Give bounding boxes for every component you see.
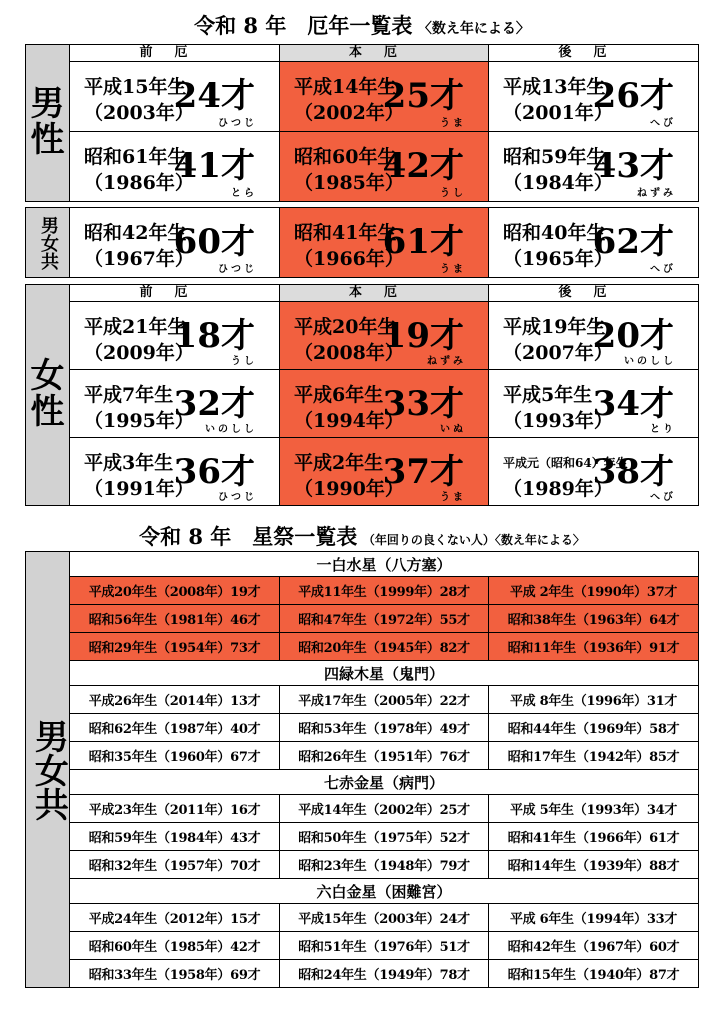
table-row — [26, 686, 699, 714]
yaku-cell — [70, 302, 280, 370]
hoshi-title — [0, 521, 724, 551]
yaku-cell — [280, 370, 489, 438]
era-label: 平成14年生 — [294, 76, 397, 98]
age-text: 18才 — [173, 316, 255, 356]
era-label: 平成7年生 — [84, 384, 174, 406]
table-cell: 昭和59年生（1984年）43才 — [70, 823, 280, 851]
era-label: 平成21年生 — [84, 316, 187, 338]
zodiac-text: へび — [650, 264, 676, 275]
yaku-cell — [280, 132, 489, 202]
era-label: 昭和61年生 — [84, 146, 187, 168]
table-row — [26, 795, 699, 823]
zodiac-text: とら — [231, 188, 257, 199]
age-text: 36才 — [173, 452, 255, 492]
table-cell: 昭和35年生（1960年）67才 — [70, 742, 280, 770]
section-title: 一白水星（八方塞） — [70, 552, 699, 577]
western-year: （2007年） — [503, 342, 613, 364]
table-cell: 昭和62年生（1987年）40才 — [70, 714, 280, 742]
western-year: （1989年） — [503, 478, 613, 500]
table-cell: 昭和56年生（1981年）46才 — [70, 605, 280, 633]
zodiac-text: いのしし — [624, 356, 676, 367]
table-cell: 平成24年生（2012年）15才 — [70, 904, 280, 932]
zodiac-text: ひつじ — [218, 264, 257, 275]
yaku-cell — [489, 132, 699, 202]
yaku-cell — [70, 370, 280, 438]
header-zenyaku: 前厄 — [70, 45, 280, 62]
table-row — [26, 851, 699, 879]
zodiac-text: いのしし — [205, 424, 257, 435]
zodiac-text: ねずみ — [637, 188, 676, 199]
western-year: （2003年） — [84, 102, 194, 124]
female-table — [25, 284, 699, 506]
era-label: 平成20年生 — [294, 316, 397, 338]
zodiac-text: うし — [231, 356, 257, 367]
zodiac-text: へび — [650, 118, 676, 129]
era-label: 平成6年生 — [294, 384, 384, 406]
table-cell: 昭和11年生（1936年）91才 — [489, 633, 699, 661]
table-cell: 平成17年生（2005年）22才 — [280, 686, 489, 714]
table-row — [26, 823, 699, 851]
zodiac-text: ひつじ — [218, 118, 257, 129]
table-cell: 昭和41年生（1966年）61才 — [489, 823, 699, 851]
age-text: 43才 — [592, 146, 674, 186]
table-cell: 平成14年生（2002年）25才 — [280, 795, 489, 823]
table-row — [26, 714, 699, 742]
yaku-cell — [280, 208, 489, 278]
yaku-cell — [280, 62, 489, 132]
era-label: 昭和60年生 — [294, 146, 397, 168]
yaku-cell — [489, 302, 699, 370]
yaku-cell — [70, 438, 280, 506]
yaku-cell — [489, 438, 699, 506]
zodiac-text: うし — [440, 188, 466, 199]
table-cell: 昭和50年生（1975年）52才 — [280, 823, 489, 851]
table-cell: 平成 2年生（1990年）37才 — [489, 577, 699, 605]
era-label: 昭和42年生 — [84, 222, 187, 244]
table-cell: 昭和23年生（1948年）79才 — [280, 851, 489, 879]
table-cell: 昭和33年生（1958年）69才 — [70, 960, 280, 988]
age-text: 25才 — [382, 76, 464, 116]
age-text: 20才 — [592, 316, 674, 356]
table-cell: 平成 8年生（1996年）31才 — [489, 686, 699, 714]
table-cell: 昭和24年生（1949年）78才 — [280, 960, 489, 988]
age-text: 41才 — [173, 146, 255, 186]
section-title: 七赤金星（病門） — [70, 770, 699, 795]
male-table — [25, 44, 699, 202]
yaku-cell — [280, 438, 489, 506]
western-year: （1986年） — [84, 172, 194, 194]
zodiac-text: うま — [440, 492, 466, 503]
era-label: 昭和59年生 — [503, 146, 606, 168]
age-text: 61才 — [382, 222, 464, 262]
era-label: 平成15年生 — [84, 76, 187, 98]
hoshi-title-main: 令和 8 年 星祭一覧表 — [139, 524, 358, 549]
zodiac-text: とり — [650, 424, 676, 435]
western-year: （2009年） — [84, 342, 194, 364]
western-year: （1984年） — [503, 172, 613, 194]
era-label: 平成5年生 — [503, 384, 593, 406]
table-cell: 昭和38年生（1963年）64才 — [489, 605, 699, 633]
table-cell: 昭和53年生（1978年）49才 — [280, 714, 489, 742]
table-row — [26, 960, 699, 988]
table-cell: 平成23年生（2011年）16才 — [70, 795, 280, 823]
table-row — [26, 633, 699, 661]
yaku-cell — [489, 208, 699, 278]
western-year: （1995年） — [84, 410, 194, 432]
both-label: 男女共 — [26, 208, 70, 278]
table-row — [26, 904, 699, 932]
zodiac-text: うま — [440, 118, 466, 129]
age-text: 19才 — [382, 316, 464, 356]
table-cell: 昭和17年生（1942年）85才 — [489, 742, 699, 770]
table-cell: 昭和60年生（1985年）42才 — [70, 932, 280, 960]
era-label: 平成元（昭和64）年生 — [503, 456, 628, 470]
age-text: 60才 — [173, 222, 255, 262]
age-text: 24才 — [173, 76, 255, 116]
yaku-cell — [70, 132, 280, 202]
table-cell: 昭和20年生（1945年）82才 — [280, 633, 489, 661]
age-text: 37才 — [382, 452, 464, 492]
yaku-title-sub: 〈数え年による〉 — [417, 21, 530, 37]
table-cell: 昭和42年生（1967年）60才 — [489, 932, 699, 960]
era-label: 昭和40年生 — [503, 222, 606, 244]
header-zenyaku-f: 前厄 — [70, 285, 280, 302]
western-year: （2002年） — [294, 102, 404, 124]
table-cell: 昭和51年生（1976年）51才 — [280, 932, 489, 960]
yaku-cell — [489, 62, 699, 132]
western-year: （1985年） — [294, 172, 404, 194]
western-year: （1967年） — [84, 248, 194, 270]
header-honyaku: 本厄 — [280, 45, 489, 62]
age-text: 33才 — [382, 384, 464, 424]
table-cell: 平成11年生（1999年）28才 — [280, 577, 489, 605]
table-row — [26, 932, 699, 960]
both-table — [25, 207, 699, 278]
hoshi-table — [25, 551, 699, 988]
age-text: 34才 — [592, 384, 674, 424]
age-text: 62才 — [592, 222, 674, 262]
yaku-title — [0, 10, 724, 40]
table-cell: 平成20年生（2008年）19才 — [70, 577, 280, 605]
table-cell: 昭和47年生（1972年）55才 — [280, 605, 489, 633]
table-row — [26, 605, 699, 633]
table-cell: 昭和14年生（1939年）88才 — [489, 851, 699, 879]
header-atoyaku-f: 後厄 — [489, 285, 699, 302]
female-label: 女性 — [26, 285, 70, 506]
western-year: （1991年） — [84, 478, 194, 500]
age-text: 32才 — [173, 384, 255, 424]
zodiac-text: うま — [440, 264, 466, 275]
table-row — [26, 577, 699, 605]
age-text: 38才 — [592, 452, 674, 492]
table-cell: 平成 5年生（1993年）34才 — [489, 795, 699, 823]
western-year: （2008年） — [294, 342, 404, 364]
western-year: （1966年） — [294, 248, 404, 270]
header-honyaku-f: 本厄 — [280, 285, 489, 302]
zodiac-text: ひつじ — [218, 492, 257, 503]
era-label: 昭和41年生 — [294, 222, 397, 244]
table-row — [26, 742, 699, 770]
western-year: （1965年） — [503, 248, 613, 270]
era-label: 平成2年生 — [294, 452, 384, 474]
header-atoyaku: 後厄 — [489, 45, 699, 62]
zodiac-text: ねずみ — [427, 356, 466, 367]
hoshi-side-label: 男女共 — [26, 552, 70, 988]
table-cell: 昭和44年生（1969年）58才 — [489, 714, 699, 742]
table-cell: 昭和26年生（1951年）76才 — [280, 742, 489, 770]
era-label: 平成3年生 — [84, 452, 174, 474]
table-cell: 昭和29年生（1954年）73才 — [70, 633, 280, 661]
zodiac-text: いぬ — [440, 424, 466, 435]
yaku-cell — [70, 208, 280, 278]
age-text: 42才 — [382, 146, 464, 186]
age-text: 26才 — [592, 76, 674, 116]
era-label: 平成19年生 — [503, 316, 606, 338]
yaku-cell — [489, 370, 699, 438]
section-title: 六白金星（困難宮） — [70, 879, 699, 904]
western-year: （1990年） — [294, 478, 404, 500]
table-cell: 昭和32年生（1957年）70才 — [70, 851, 280, 879]
male-label: 男性 — [26, 45, 70, 202]
western-year: （2001年） — [503, 102, 613, 124]
western-year: （1993年） — [503, 410, 613, 432]
zodiac-text: へび — [650, 492, 676, 503]
yaku-title-main: 令和 8 年 厄年一覧表 — [194, 13, 413, 38]
hoshi-title-sub: （年回りの良くない人）〈数え年による〉 — [362, 533, 585, 547]
western-year: （1994年） — [294, 410, 404, 432]
table-cell: 平成26年生（2014年）13才 — [70, 686, 280, 714]
table-cell: 昭和15年生（1940年）87才 — [489, 960, 699, 988]
section-title: 四緑木星（鬼門） — [70, 661, 699, 686]
table-cell: 平成15年生（2003年）24才 — [280, 904, 489, 932]
yaku-cell — [70, 62, 280, 132]
table-cell: 平成 6年生（1994年）33才 — [489, 904, 699, 932]
yaku-cell — [280, 302, 489, 370]
era-label: 平成13年生 — [503, 76, 606, 98]
